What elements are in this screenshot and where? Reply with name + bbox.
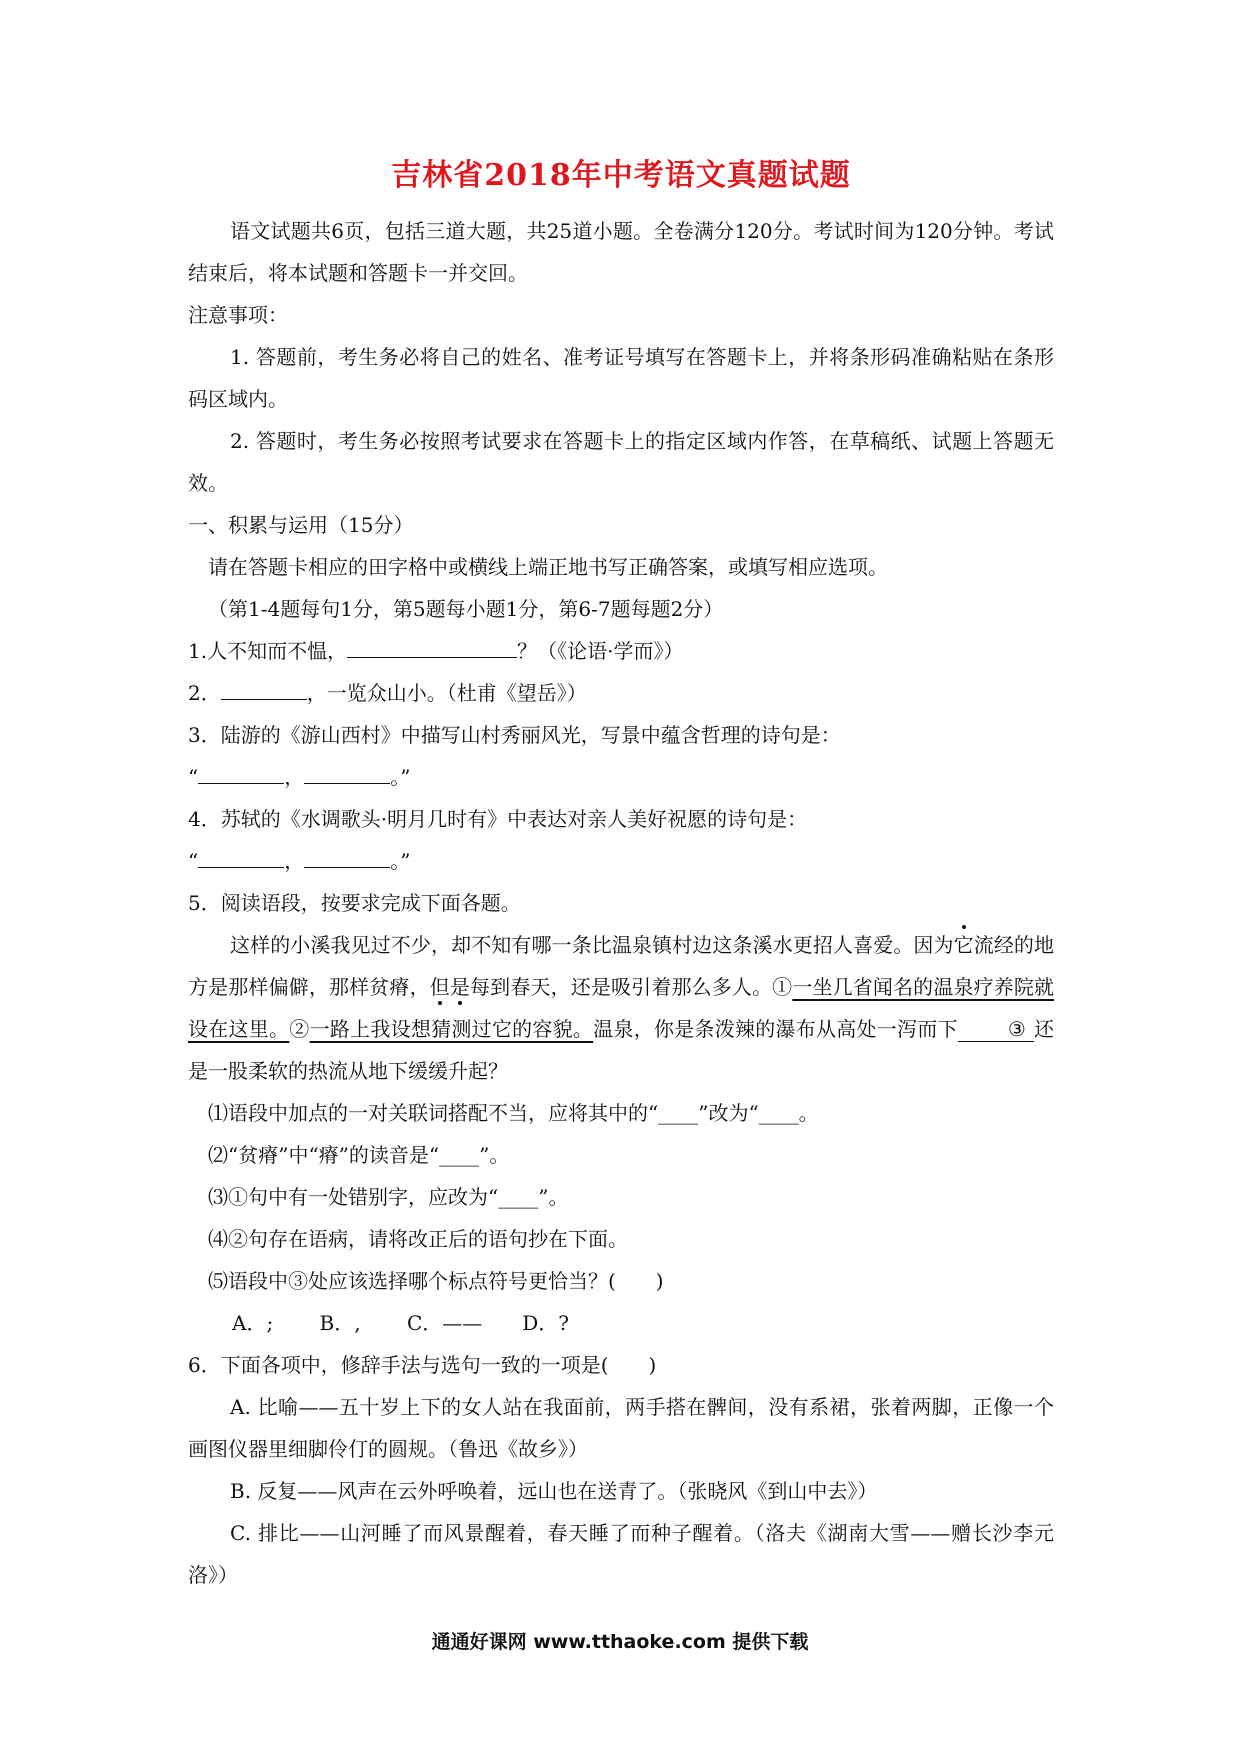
comma: ， bbox=[284, 849, 305, 873]
sub-question-5: ⑸语段中③处应该选择哪个标点符号更恰当？( ) bbox=[208, 1269, 664, 1293]
passage-text: 这样的小溪我见过不少，却不知有哪一条比温泉镇村边这条溪水更招人喜爱。 bbox=[230, 933, 914, 957]
underlined-sentence-1: 一坐几省闻名的温泉疗养院就设在这里。 bbox=[188, 975, 1055, 1041]
dotted-character: 是 bbox=[449, 975, 471, 999]
dotted-character: 但 bbox=[429, 975, 450, 999]
option-c: C. 排比——山河睡了而风景醒着，春天睡了而种子醒着。（洛夫《湖南大雪——赠长沙李元洛》） bbox=[188, 1521, 1054, 1587]
answer-blank[interactable] bbox=[304, 845, 390, 868]
answer-options: A．; B．, C．—— D．? bbox=[232, 1311, 570, 1335]
sub-question-3: ⑶①句中有一处错别字，应改为“____”。 bbox=[208, 1185, 569, 1209]
answer-blank[interactable] bbox=[221, 677, 307, 700]
sub-question-4: ⑷②句存在语病，请将改正后的语句抄在下面。 bbox=[208, 1227, 628, 1251]
dotted-character: 它 bbox=[953, 933, 974, 957]
question-2 bbox=[188, 672, 1054, 714]
question-4: 4．苏轼的《水调歌头·明月几时有》中表达对亲人美好祝愿的诗句是： bbox=[188, 807, 808, 831]
question-3: 3．陆游的《游山西村》中描写山村秀丽风光，写景中蕴含哲理的诗句是： bbox=[188, 723, 841, 747]
page-content bbox=[188, 150, 1054, 1596]
option-a: A. 比喻——五十岁上下的女人站在我面前，两手搭在髀间，没有系裙，张着两脚，正像一个画图仪器里细脚伶仃的圆规。（鲁迅《故乡》） bbox=[188, 1395, 1054, 1461]
question-2-number: 2． bbox=[188, 681, 221, 705]
answer-blank[interactable] bbox=[198, 845, 284, 868]
close-quote: 。” bbox=[390, 765, 411, 789]
answer-blank[interactable] bbox=[347, 635, 517, 658]
answer-blank[interactable] bbox=[304, 761, 390, 784]
passage-text: 温泉，你是条泼辣的瀑布从高处一泻而下 bbox=[593, 1017, 958, 1041]
punctuation-blank-3[interactable]: ③ bbox=[958, 1017, 1034, 1042]
sub-question-2: ⑵“贫瘠”中“瘠”的读音是“____”。 bbox=[208, 1143, 510, 1167]
question-5: 5．阅读语段，按要求完成下面各题。 bbox=[188, 891, 521, 915]
answer-blank[interactable] bbox=[198, 761, 284, 784]
section1-scoring: （第1-4题每句1分，第5题每小题1分，第6-7题每题2分） bbox=[208, 597, 724, 621]
sub-question-1: ⑴语段中加点的一对关联词搭配不当，应将其中的“____”改为“____。 bbox=[208, 1101, 819, 1125]
section1-heading: 一、积累与运用（15分） bbox=[188, 513, 414, 537]
intro-paragraph: 语文试题共6页，包括三道大题，共25道小题。全卷满分120分。考试时间为120分钟。考试结束后，将本试题和答题卡一并交回。 bbox=[188, 219, 1054, 285]
passage-text: 流经的地方是那样偏僻，那样贫瘠， bbox=[188, 933, 1055, 999]
close-quote: 。” bbox=[390, 849, 411, 873]
comma: ， bbox=[284, 765, 305, 789]
question-2-text: ，一览众山小。（杜甫《望岳》） bbox=[306, 681, 587, 705]
underlined-sentence-2: 一路上我设想猜测过它的容貌。 bbox=[309, 1017, 594, 1041]
notice-item-2: 2. 答题时，考生务必按照考试要求在答题卡上的指定区域内作答，在草稿纸、试题上答题无效。 bbox=[188, 429, 1054, 495]
page-footer: 通通好课网 www.tthaoke.com 提供下载 bbox=[431, 1631, 809, 1653]
open-quote: “ bbox=[188, 849, 199, 873]
section1-instruction: 请在答题卡相应的田字格中或横线上端正地书写正确答案，或填写相应选项。 bbox=[208, 555, 888, 579]
page-title: 吉林省2018年中考语文真题试题 bbox=[391, 158, 851, 193]
question-1 bbox=[188, 630, 1054, 672]
question-1-text: 1.人不知而不愠， bbox=[188, 639, 348, 663]
notice-item-1: 1. 答题前，考生务必将自己的姓名、准考证号填写在答题卡上，并将条形码准确粘贴在条形码区域内。 bbox=[188, 345, 1054, 411]
open-quote: “ bbox=[188, 765, 199, 789]
passage-text: 还是一股柔软的热流从地下缓缓升起？ bbox=[188, 1017, 1055, 1083]
passage-text: 每到春天，还是吸引着那么多人。① bbox=[470, 975, 793, 999]
question-6: 6．下面各项中，修辞手法与选句一致的一项是( ) bbox=[188, 1353, 657, 1377]
notice-heading: 注意事项： bbox=[188, 303, 288, 327]
option-b: B. 反复——风声在云外呼唤着，远山也在送青了。（张晓风《到山中去》） bbox=[230, 1479, 878, 1503]
passage-text: ② bbox=[289, 1017, 310, 1041]
passage-text: 因为 bbox=[913, 933, 954, 957]
reading-passage bbox=[188, 924, 1054, 1092]
question-3-answer bbox=[188, 756, 1054, 798]
question-1-source: ？（《论语·学而》） bbox=[517, 639, 684, 663]
question-4-answer bbox=[188, 840, 1054, 882]
